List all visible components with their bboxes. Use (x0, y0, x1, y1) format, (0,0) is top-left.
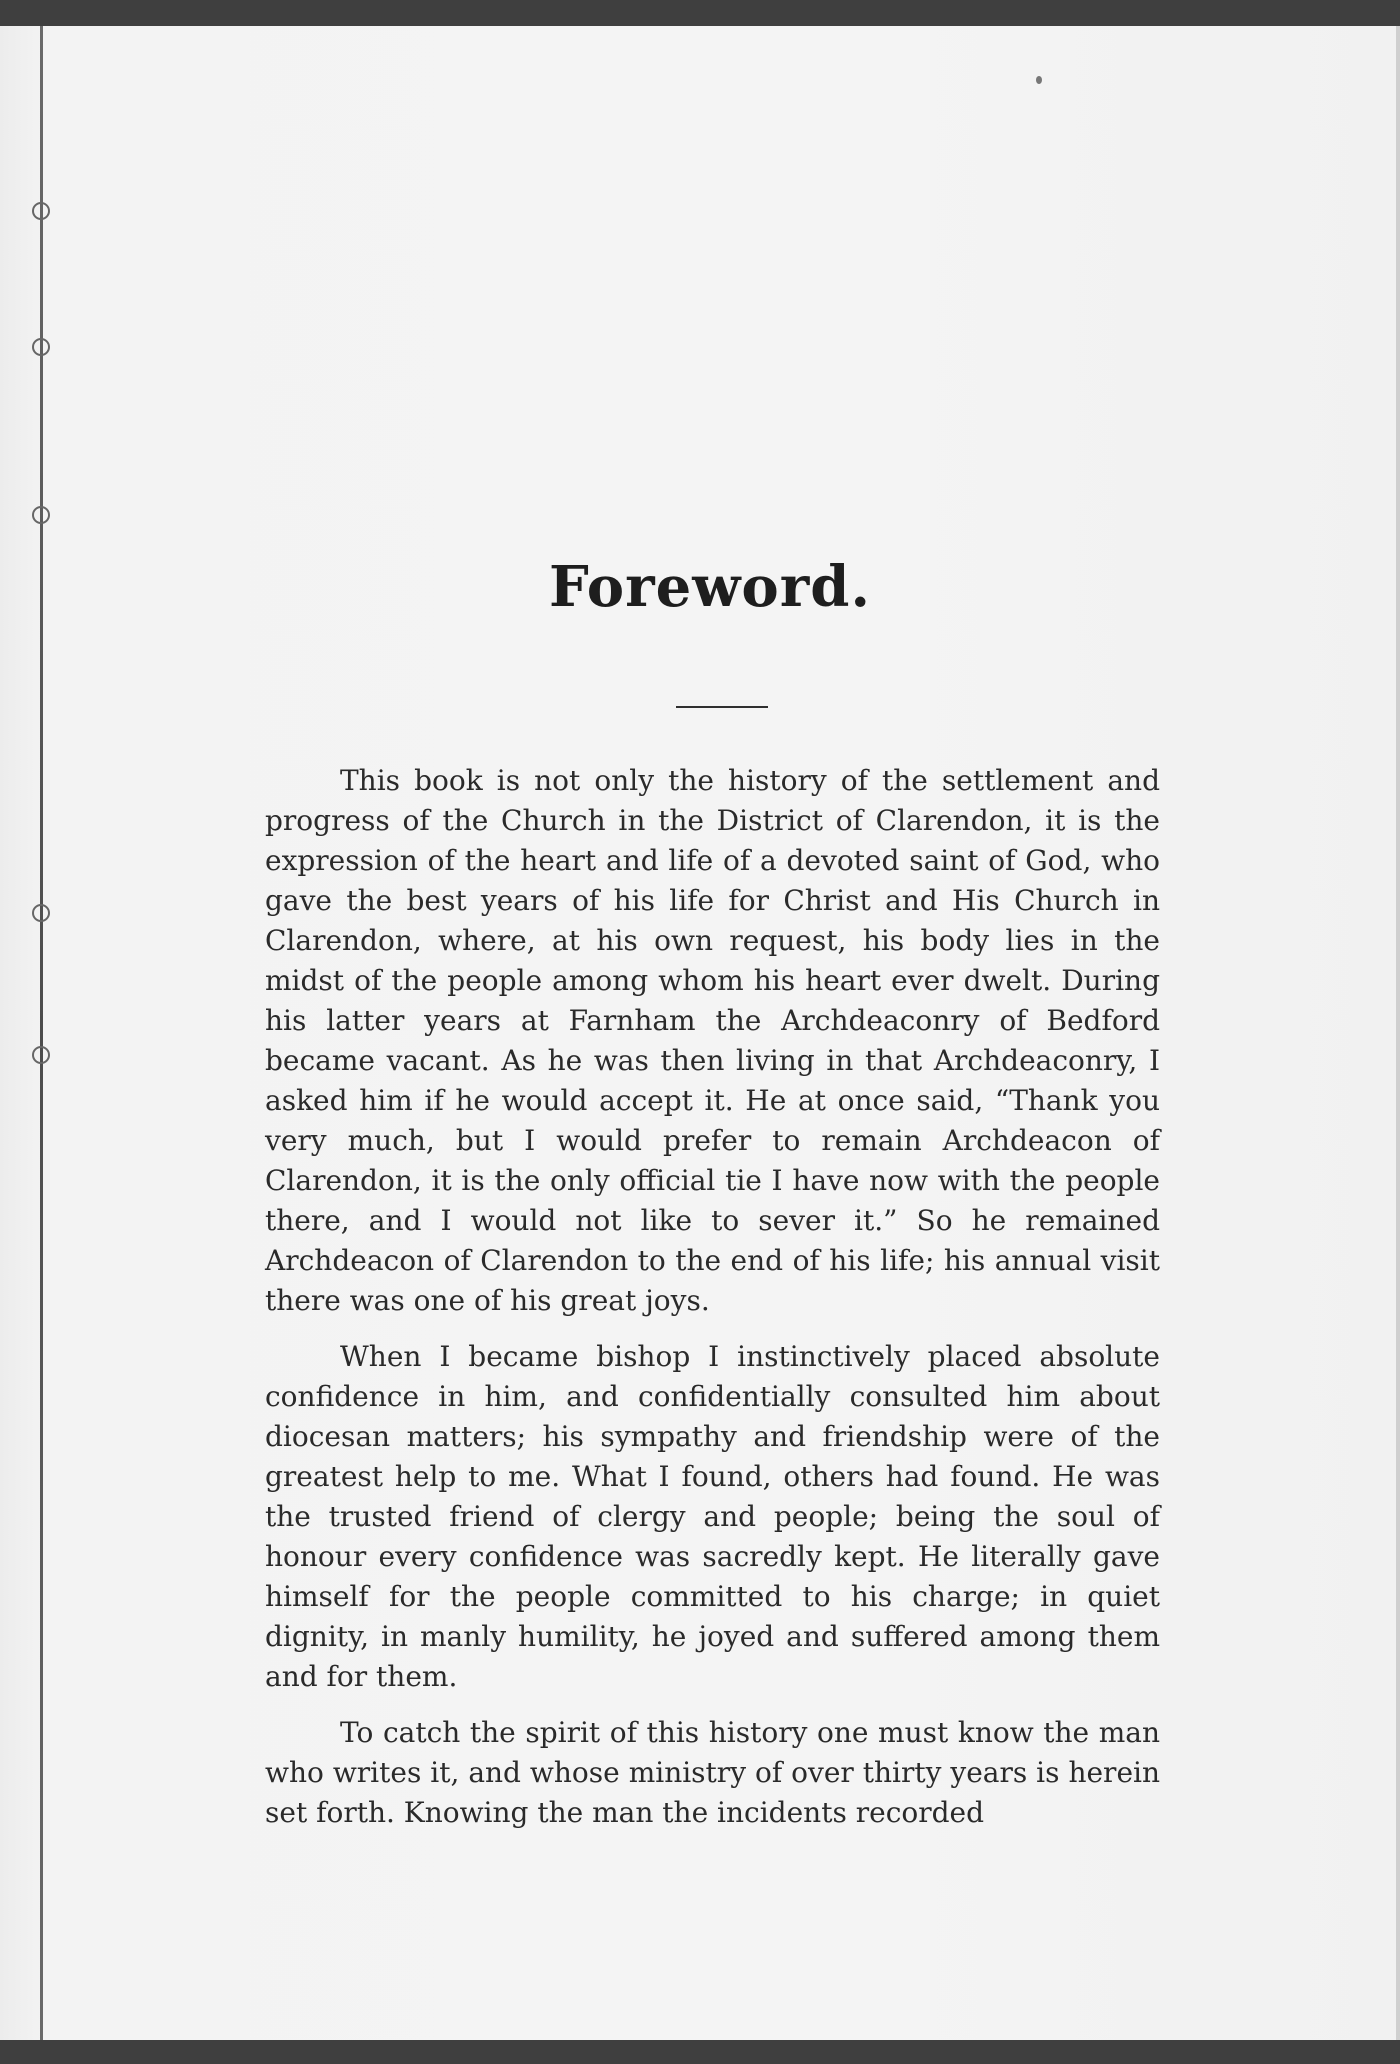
book-page (0, 26, 1400, 2042)
page-right-edge (1396, 26, 1400, 2042)
paragraph: When I became bishop I instinctively placed absolute confidence in him, and confidentially consulted him about diocesan matters; his sympathy and friendship were of the greatest help to me. What I found, others had found. He was the trusted friend of clergy and people; being the soul of honour every confidence was sacredly kept. He literally gave himself for the people committed to his charge; in quiet dignity, in manly humility, he joyed and suffered among them and for them. (265, 1340, 1160, 1693)
binding-stitch-mark (32, 506, 50, 524)
binding-stitch-mark (32, 1046, 50, 1064)
binding-stitch-mark (32, 904, 50, 922)
paragraph: This book is not only the history of the settlement and progress of the Church in the District of Clarendon, it is the expression of the heart and life of a devoted saint of God, who gave the best years of his life for Christ and His Church in Clarendon, where, at his own request, his body lies in the midst of the people among whom his heart ever dwelt. During his latter years at Farnham the Archdeaconry of Bedford became vacant. As he was then living in that Archdeaconry, I asked him if he would accept it. He at once said, “Thank you very much, but I would prefer to remain Archdeacon of Clarendon, it is the only official tie I have now with the people there, and I would not like to sever it.” So he remained Archdeacon of Clarendon to the end of his life; his annual visit there was one of his great joys. (265, 764, 1160, 1317)
binding-edge (40, 26, 43, 2042)
foreword-body (265, 761, 1160, 1849)
binding-stitch-mark (32, 338, 50, 356)
title-divider (676, 706, 768, 708)
binding-stitch-mark (32, 202, 50, 220)
page-title: Foreword. (549, 554, 871, 620)
scan-bottom-border (0, 2040, 1400, 2064)
page-speck (1036, 76, 1042, 84)
paragraph: To catch the spirit of this history one must know the man who writes it, and whose ministry of over thirty years is herein set forth. Knowing the man the incidents recorded (265, 1716, 1160, 1829)
